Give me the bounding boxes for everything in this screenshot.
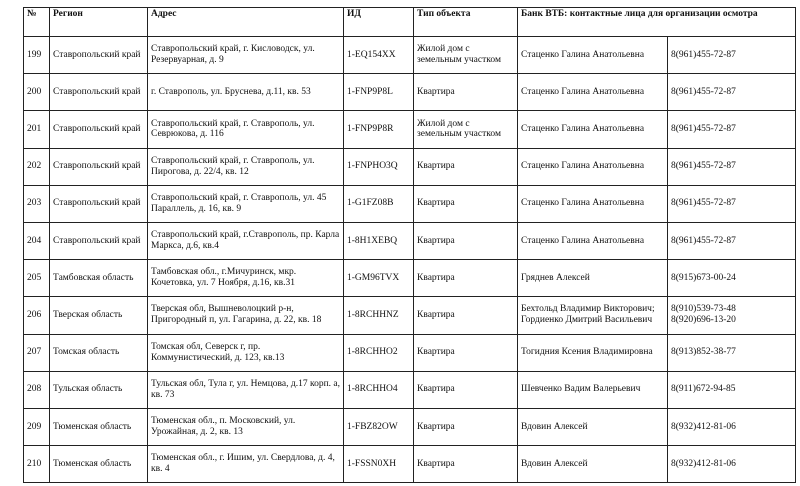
row-num: 200 [24, 74, 50, 111]
row-type: Квартира [414, 408, 518, 445]
row-region: Ставропольский край [50, 37, 148, 74]
row-type: Квартира [414, 446, 518, 483]
row-type: Квартира [414, 334, 518, 371]
document-page [23, 7, 795, 483]
row-id: 1-FNPHO3Q [344, 148, 414, 185]
row-region: Тамбовская область [50, 260, 148, 297]
row-num: 199 [24, 37, 50, 74]
header-address: Адрес [148, 8, 344, 37]
row-num: 209 [24, 408, 50, 445]
row-num: 207 [24, 334, 50, 371]
row-type: Квартира [414, 222, 518, 259]
row-phone: 8(961)455-72-87 [668, 222, 796, 259]
row-id: 1-GM96TVX [344, 260, 414, 297]
table-row [24, 334, 796, 371]
table-row [24, 37, 796, 74]
table-row [24, 111, 796, 148]
row-num: 204 [24, 222, 50, 259]
header-contact: Банк ВТБ: контактные лица для организации осмотра [518, 8, 796, 37]
row-phone: 8(932)412-81-06 [668, 408, 796, 445]
row-phone: 8(913)852-38-77 [668, 334, 796, 371]
header-num: № [24, 8, 50, 37]
table-row [24, 74, 796, 111]
row-num: 203 [24, 185, 50, 222]
row-address: Ставропольский край, г. Ставрополь, ул. Севрюкова, д. 116 [148, 111, 344, 148]
contact-name: Гордиенко Дмитрий Васильевич [521, 315, 653, 326]
contact-name: Бехтольд Владимир Викторович; [521, 304, 655, 315]
row-address: Тюменская обл., п. Московский, ул. Урожайная, д. 2, кв. 13 [148, 408, 344, 445]
row-region: Тюменская область [50, 446, 148, 483]
row-region: Ставропольский край [50, 148, 148, 185]
row-address: Ставропольский край, г. Ставрополь, ул. 45 Параллель, д. 16, кв. 9 [148, 185, 344, 222]
row-region: Томская область [50, 334, 148, 371]
contact-phone: 8(910)539-73-48 [671, 304, 736, 315]
header-type: Тип объекта [414, 8, 518, 37]
objects-table [23, 7, 796, 483]
row-region: Ставропольский край [50, 222, 148, 259]
row-contact: Стаценко Галина Анатольевна [518, 222, 668, 259]
row-contact: Гряднев Алексей [518, 260, 668, 297]
row-id: 1-FNP9P8R [344, 111, 414, 148]
table-row [24, 148, 796, 185]
row-contact: Вдовин Алексей [518, 446, 668, 483]
row-id: 1-FBZ82OW [344, 408, 414, 445]
row-id: 1-8RCHHO4 [344, 371, 414, 408]
row-contact: Шевченко Вадим Валерьевич [518, 371, 668, 408]
row-region: Тверская область [50, 297, 148, 334]
table-row [24, 297, 796, 334]
table-row [24, 408, 796, 445]
row-region: Тульская область [50, 371, 148, 408]
row-address: Тульская обл, Тула г, ул. Немцова, д.17 корп. а, кв. 73 [148, 371, 344, 408]
table-row [24, 222, 796, 259]
row-region: Ставропольский край [50, 111, 148, 148]
row-id: 1-EQ154XX [344, 37, 414, 74]
header-id: ИД [344, 8, 414, 37]
row-contact: Вдовин Алексей [518, 408, 668, 445]
row-contact: Тогидния Ксения Владимировна [518, 334, 668, 371]
row-type: Квартира [414, 260, 518, 297]
header-row [24, 8, 796, 37]
row-region: Ставропольский край [50, 74, 148, 111]
row-type: Квартира [414, 185, 518, 222]
table-row [24, 185, 796, 222]
row-type: Жилой дом с земельным участком [414, 37, 518, 74]
row-address: Тюменская обл., г. Ишим, ул. Свердлова, д. 4, кв. 4 [148, 446, 344, 483]
row-num: 201 [24, 111, 50, 148]
row-type: Квартира [414, 371, 518, 408]
row-phone: 8(932)412-81-06 [668, 446, 796, 483]
contact-phone: 8(920)696-13-20 [671, 315, 736, 326]
row-num: 206 [24, 297, 50, 334]
header-region: Регион [50, 8, 148, 37]
row-num: 202 [24, 148, 50, 185]
row-id: 1-8H1XEBQ [344, 222, 414, 259]
row-id: 1-FNP9P8L [344, 74, 414, 111]
row-phone: 8(961)455-72-87 [668, 185, 796, 222]
row-phone: 8(915)673-00-24 [668, 260, 796, 297]
row-address: Ставропольский край, г. Кисловодск, ул. Резервуарная, д. 9 [148, 37, 344, 74]
row-contact: Стаценко Галина Анатольевна [518, 74, 668, 111]
row-contact: Стаценко Галина Анатольевна [518, 111, 668, 148]
row-num: 205 [24, 260, 50, 297]
row-type: Жилой дом с земельным участком [414, 111, 518, 148]
row-id: 1-FSSN0XH [344, 446, 414, 483]
row-address: Томская обл, Северск г, пр. Коммунистический, д. 123, кв.13 [148, 334, 344, 371]
row-phone: 8(961)455-72-87 [668, 74, 796, 111]
table-row [24, 371, 796, 408]
row-type: Квартира [414, 297, 518, 334]
row-address: Ставропольский край, г. Ставрополь, ул. Пирогова, д. 22/4, кв. 12 [148, 148, 344, 185]
row-phone [668, 297, 796, 334]
row-contact: Стаценко Галина Анатольевна [518, 185, 668, 222]
row-phone: 8(961)455-72-87 [668, 111, 796, 148]
row-id: 1-8RCHHNZ [344, 297, 414, 334]
row-contact [518, 297, 668, 334]
row-address: Тверская обл, Вышневолоцкий р-н, Пригородный п, ул. Гагарина, д. 22, кв. 18 [148, 297, 344, 334]
row-region: Тюменская область [50, 408, 148, 445]
row-num: 210 [24, 446, 50, 483]
row-address: Ставропольский край, г.Ставрополь, пр. Карла Маркса, д.6, кв.4 [148, 222, 344, 259]
row-num: 208 [24, 371, 50, 408]
row-contact: Стаценко Галина Анатольевна [518, 148, 668, 185]
table-row [24, 260, 796, 297]
row-type: Квартира [414, 74, 518, 111]
row-phone: 8(961)455-72-87 [668, 37, 796, 74]
row-address: Тамбовская обл., г.Мичуринск, мкр. Кочетовка, ул. 7 Ноября, д.16, кв.31 [148, 260, 344, 297]
row-phone: 8(911)672-94-85 [668, 371, 796, 408]
row-contact: Стаценко Галина Анатольевна [518, 37, 668, 74]
table-row [24, 446, 796, 483]
row-address: г. Ставрополь, ул. Бруснева, д.11, кв. 53 [148, 74, 344, 111]
row-type: Квартира [414, 148, 518, 185]
row-id: 1-G1FZ08B [344, 185, 414, 222]
row-phone: 8(961)455-72-87 [668, 148, 796, 185]
row-id: 1-8RCHHO2 [344, 334, 414, 371]
row-region: Ставропольский край [50, 185, 148, 222]
